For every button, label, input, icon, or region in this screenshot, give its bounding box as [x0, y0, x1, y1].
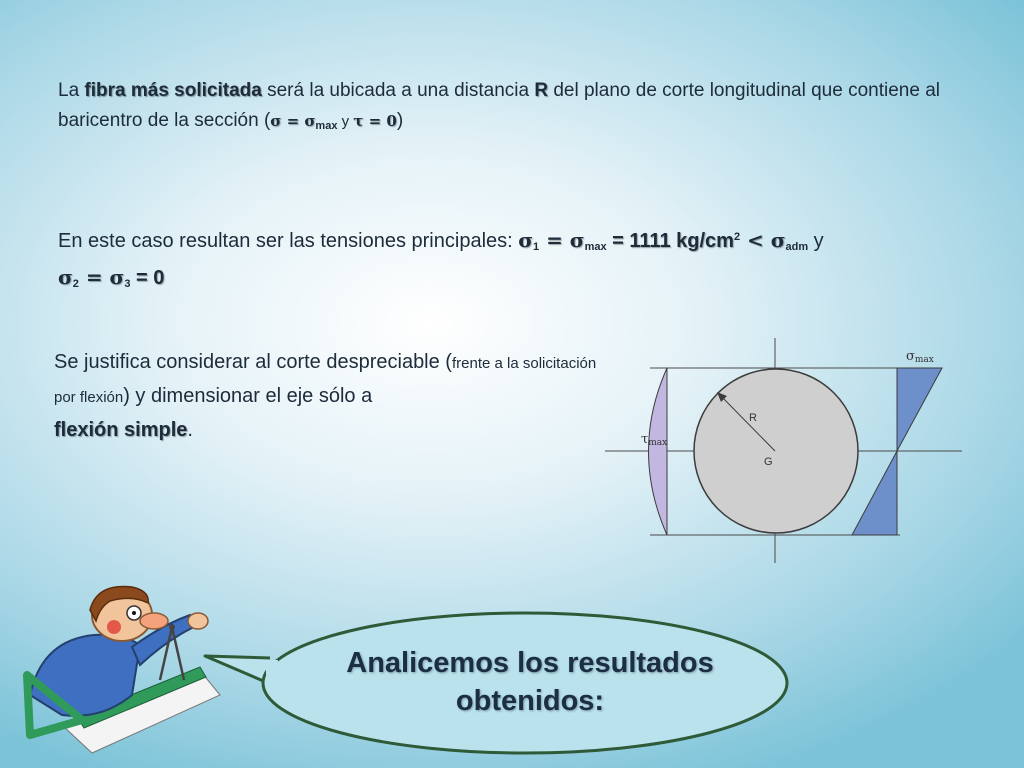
bubble-text: [300, 644, 760, 720]
sigma-tension-triangle: [897, 368, 942, 451]
value-1111: = 1111 kg/cm: [606, 230, 734, 252]
paragraph-tensiones: En este caso resultan ser las tensiones principales: $\sigma_1 = \sigma_{max} = 1111$ $kg/cm^2 < \sigma_{adm}$ y $\sigma_2 = \sigma_3 = 0$: [58, 228, 824, 290]
sigma-max-label: σmax: [906, 349, 934, 365]
bubble-line-1: Analicemos los resultados: [346, 647, 714, 679]
formula-sigma: σ = σ: [270, 112, 316, 130]
engineer-cartoon-icon: [22, 585, 222, 755]
paragraph-fibra: La fibra más solicitada será la ubicada a una distancia R del plano de corte longitudinal que contiene al baricentro de la sección ($\sigma = \sigma_{max}$ y τ = 0): [58, 80, 940, 132]
tau-max-label: τmax: [641, 432, 668, 448]
G-label: G: [764, 456, 773, 468]
bold-flexion-simple: flexión simple: [54, 419, 188, 441]
sigma-compression-triangle: [852, 451, 897, 535]
R-label: R: [749, 412, 757, 424]
stress-diagram: [600, 333, 970, 568]
formula-tau: τ = 0: [353, 112, 397, 130]
sigma-2: σ: [58, 265, 73, 289]
bubble-line-2: obtenidos:: [455, 685, 605, 717]
sigma-1: σ: [518, 228, 533, 252]
paragraph-justifica: Se justifica considerar al corte despreciable (frente a la solicitación por flexión) y dimensionar el eje sólo a flexión simple.: [54, 351, 597, 441]
tau-distribution: [649, 368, 668, 535]
bold-R: R: [534, 80, 549, 101]
bold-fibra: fibra más solicitada: [84, 80, 262, 101]
